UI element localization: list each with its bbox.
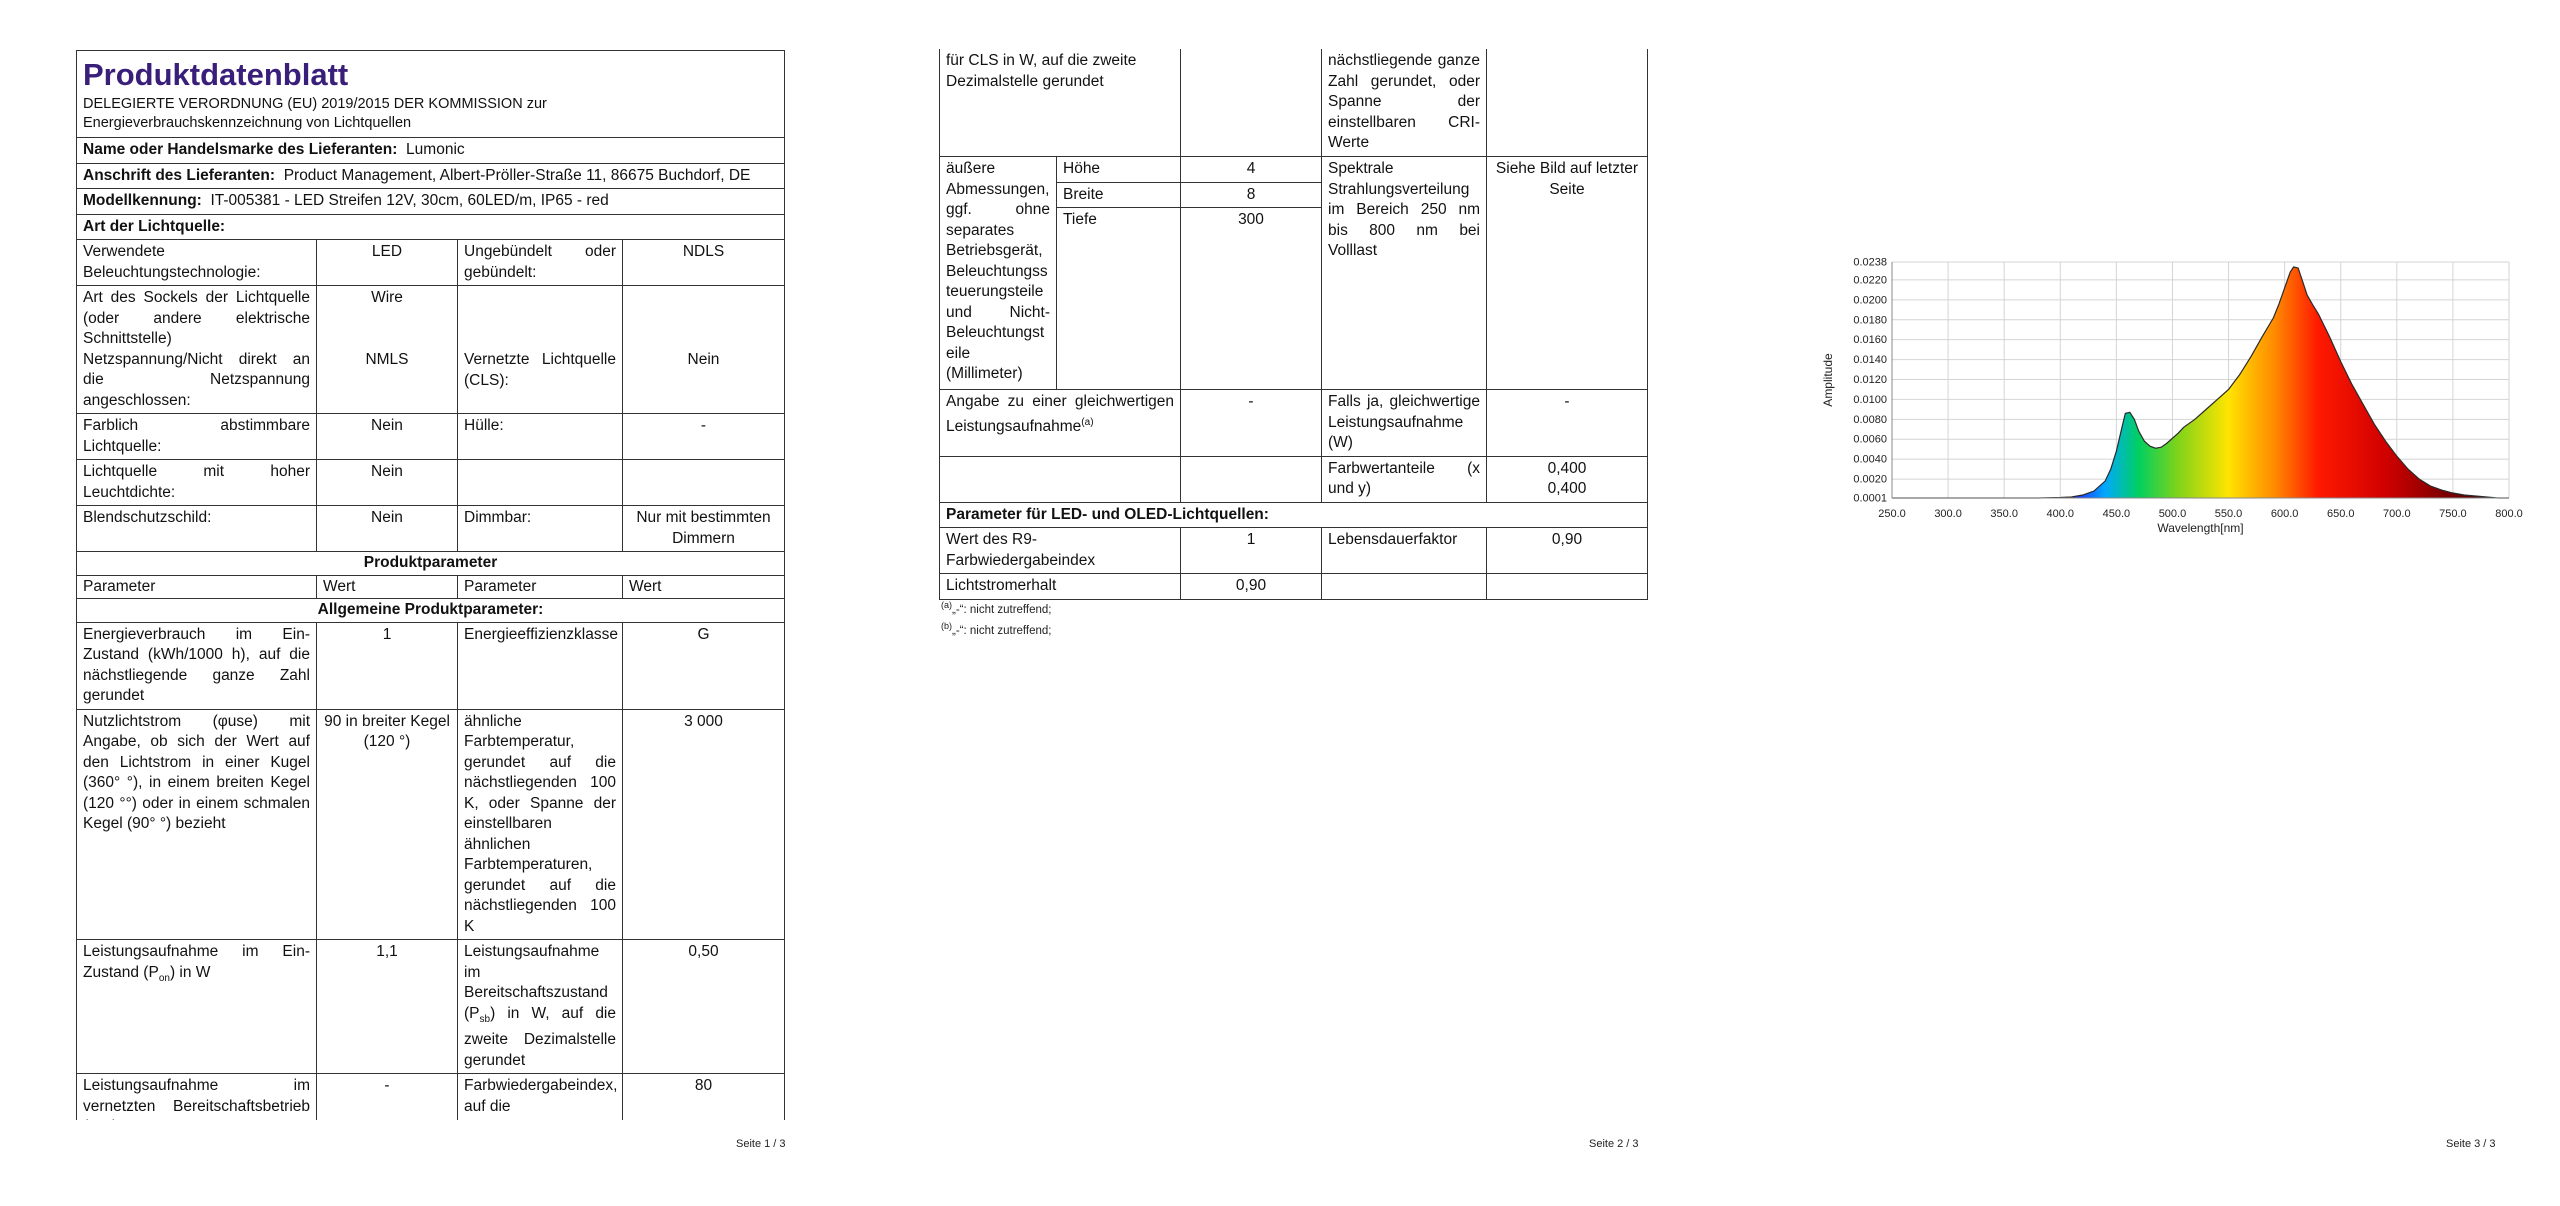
- cls-label: Vernetzte Lichtquelle (CLS):: [464, 351, 616, 389]
- col-header-parameter: Parameter: [77, 575, 317, 599]
- socket-label: Art des Sockels der Lichtquelle (oder andere elektrische Schnittstelle): [83, 289, 310, 347]
- spectral-distribution-value: Siehe Bild auf letzter Seite: [1487, 157, 1648, 390]
- color-temperature-label: ähnliche Farbtemperatur, gerundet auf die nächstliegenden 100 K, oder Spanne der einstellbaren ähnlichen Farbtemperaturen, gerundet auf die nächstliegenden 100 K: [458, 709, 623, 940]
- survival-factor-label: Lebensdauerfaktor: [1322, 528, 1487, 574]
- general-parameters-header: Allgemeine Produktparameter:: [77, 599, 785, 623]
- page-number: Seite 3 / 3: [2446, 1138, 2496, 1150]
- networked-standby-value: -: [317, 1074, 458, 1147]
- chromaticity-label: Farbwertanteile (x und y): [1322, 456, 1487, 502]
- col-header-parameter: Parameter: [458, 575, 623, 599]
- tunable-label: Farblich abstimmbare Lichtquelle:: [77, 414, 317, 460]
- y-tick-label: 0.0200: [1853, 294, 1887, 307]
- datasheet-table-p1: [76, 50, 785, 1147]
- empty-cell: [1487, 49, 1648, 157]
- y-tick-label: 0.0220: [1853, 274, 1887, 287]
- energy-class-label: Energieeffizienzklasse: [458, 622, 623, 709]
- height-label: Höhe: [1057, 157, 1181, 183]
- depth-label: Tiefe: [1057, 208, 1181, 390]
- page-number: Seite 2 / 3: [1589, 1138, 1639, 1150]
- x-tick-label: 300.0: [1934, 508, 1962, 520]
- empty-cell: [940, 456, 1181, 502]
- x-tick-label: 450.0: [2102, 508, 2131, 520]
- empty-cell: [458, 460, 623, 506]
- on-mode-power-value: 1,1: [317, 940, 458, 1074]
- datasheet-table-p2: [939, 48, 1648, 600]
- y-tick-label: 0.0080: [1853, 413, 1887, 426]
- bundled-value: NDLS: [623, 240, 785, 286]
- lumen-maintenance-value: 0,90: [1181, 574, 1322, 600]
- y-tick-label: 0.0040: [1853, 453, 1887, 466]
- x-tick-label: 650.0: [2326, 508, 2355, 520]
- empty-cell: [1322, 574, 1487, 600]
- y-axis-label: Amplitude: [1821, 353, 1835, 407]
- cri-label: Farbwiedergabeindex, auf die: [458, 1074, 623, 1147]
- mains-label: Netzspannung/Nicht direkt an die Netzspannung angeschlossen:: [83, 350, 310, 409]
- y-tick-label: 0.0020: [1853, 473, 1887, 486]
- networked-standby-label: Leistungsaufnahme im vernetzten Bereitschaftsbetrieb: [77, 1074, 317, 1147]
- bundled-label: Ungebündelt oder gebündelt:: [458, 240, 623, 286]
- page-3: [1706, 0, 2560, 1206]
- x-tick-label: 600.0: [2270, 508, 2299, 520]
- y-tick-label: 0.0180: [1853, 314, 1887, 327]
- x-tick-label: 250.0: [1878, 508, 1906, 520]
- envelope-value: -: [623, 414, 785, 460]
- page-title: Produktdatenblatt: [83, 57, 349, 92]
- cri-continued-label: nächstliegende ganze Zahl gerundet, oder Spanne der einstellbaren CRI-Werte: [1322, 49, 1487, 157]
- x-axis-label: Wavelength[nm]: [2157, 521, 2244, 535]
- footnote-a: $^{(a)}$„-“: nicht zutreffend;: [941, 600, 1052, 616]
- x-tick-label: 350.0: [1990, 508, 2018, 520]
- y-tick-label: 0.0001: [1853, 492, 1887, 505]
- page-number: Seite 1 / 3: [736, 1138, 786, 1150]
- dimmable-label: Dimmbar:: [458, 506, 623, 552]
- socket-mains-label: [77, 286, 317, 414]
- empty-cell: [1181, 49, 1322, 157]
- x-tick-label: 400.0: [2046, 508, 2075, 520]
- empty-cell: [623, 460, 785, 506]
- envelope-label: Hülle:: [458, 414, 623, 460]
- y-tick-label: 0.0160: [1853, 334, 1887, 347]
- on-mode-power-label: Leistungsaufnahme im Ein-Zustand $(P_{on})$ in W: [77, 940, 317, 1074]
- glare-shield-value: Nein: [317, 506, 458, 552]
- equivalent-power-value: -: [1181, 390, 1322, 457]
- empty-cell: [1181, 456, 1322, 502]
- page-1: [0, 0, 853, 1206]
- high-luminance-label: Lichtquelle mit hoher Leuchtdichte:: [77, 460, 317, 506]
- depth-value: 300: [1181, 208, 1322, 390]
- chromaticity-values: [1487, 456, 1648, 502]
- led-parameters-header: Parameter für LED- und OLED-Lichtquellen:: [940, 502, 1648, 528]
- r9-label: Wert des R9-Farbwiedergabeindex: [940, 528, 1181, 574]
- lighting-technology-label: Verwendete Beleuchtungstechnologie:: [77, 240, 317, 286]
- cls-power-continued-label: für CLS in W, auf die zweite Dezimalstelle gerundet: [940, 49, 1181, 157]
- if-yes-power-label: Falls ja, gleichwertige Leistungsaufnahme (W): [1322, 390, 1487, 457]
- mains-value: NMLS: [365, 350, 409, 368]
- model-label: Modellkennung:: [83, 192, 202, 209]
- spectral-distribution-chart: [1706, 0, 2560, 600]
- cls-value: Nein: [687, 351, 720, 368]
- x-tick-label: 550.0: [2214, 508, 2243, 520]
- address-label: Anschrift des Lieferanten:: [83, 166, 276, 184]
- x-tick-label: 500.0: [2158, 508, 2187, 520]
- col-header-value: Wert: [317, 575, 458, 599]
- equivalent-power-label: Angabe zu einer gleichwertigen Leistungsaufnahme$^{(a)}$: [940, 390, 1181, 457]
- chromaticity-x: 0,400: [1547, 459, 1587, 477]
- tunable-value: Nein: [317, 414, 458, 460]
- empty-cell: [1487, 574, 1648, 600]
- address-value: Product Management, Albert-Pröller-Straße 11, 86675 Buchdorf, DE: [283, 166, 751, 184]
- x-tick-label: 700.0: [2383, 508, 2411, 520]
- useful-flux-value: 90 in breiter Kegel (120 °): [317, 709, 458, 940]
- color-temperature-value: 3 000: [623, 709, 785, 940]
- height-value: 4: [1181, 157, 1322, 183]
- lumen-maintenance-label: Lichtstromerhalt: [940, 574, 1181, 600]
- y-tick-label: 0.0060: [1853, 433, 1887, 446]
- width-label: Breite: [1057, 182, 1181, 208]
- y-tick-label: 0.0140: [1853, 354, 1887, 367]
- spectral-distribution-label: Spektrale Strahlungsverteilung im Bereich 250 nm bis 800 nm bei Volllast: [1322, 157, 1487, 390]
- energy-class-value: G: [623, 622, 785, 709]
- r9-value: 1: [1181, 528, 1322, 574]
- y-tick-label: 0.0238: [1853, 256, 1887, 269]
- useful-flux-label: Nutzlichtstrom (φuse) mit Angabe, ob sich der Wert auf den Lichtstrom in einer Kugel (360° °), in einem breiten Kegel (120 °°) oder in einem schmalen Kegel (90° °) bezieht: [77, 709, 317, 940]
- socket-value: Wire: [371, 289, 403, 306]
- standby-power-value: 0,50: [623, 940, 785, 1074]
- light-source-type-header: Art der Lichtquelle:: [77, 214, 785, 240]
- cls-cell: [458, 286, 623, 414]
- standby-power-label: Leistungsaufnahme im Bereitschaftszustand $(P_{sb})$ in W, auf die zweite Dezimalstelle gerundet: [458, 940, 623, 1074]
- energy-consumption-label: Energieverbrauch im Ein-Zustand (kWh/1000 h), auf die nächstliegende ganze Zahl gerundet: [77, 622, 317, 709]
- glare-shield-label: Blendschutzschild:: [77, 506, 317, 552]
- col-header-value: Wert: [623, 575, 785, 599]
- cri-value: 80: [623, 1074, 785, 1147]
- if-yes-power-value: -: [1487, 390, 1648, 457]
- width-value: 8: [1181, 182, 1322, 208]
- footnote-b: $^{(b)}$„-“: nicht zutreffend;: [941, 621, 1052, 637]
- model-value: IT-005381 - LED Streifen 12V, 30cm, 60LED/m, IP65 - red: [210, 192, 609, 209]
- lighting-technology-value: LED: [317, 240, 458, 286]
- regulation-text: DELEGIERTE VERORDNUNG (EU) 2019/2015 DER KOMMISSION zur Energieverbrauchskennzeichnung von Lichtquellen: [83, 96, 547, 131]
- dimmable-value: Nur mit bestimmten Dimmern: [623, 506, 785, 552]
- supplier-label: Name oder Handelsmarke des Lieferanten:: [83, 141, 398, 158]
- socket-mains-values: [317, 286, 458, 414]
- product-parameters-header: Produktparameter: [77, 552, 785, 576]
- y-tick-label: 0.0100: [1853, 393, 1887, 406]
- chromaticity-y: 0,400: [1547, 480, 1587, 497]
- cls-value-cell: [623, 286, 785, 414]
- x-tick-label: 750.0: [2439, 508, 2467, 520]
- x-tick-label: 800.0: [2495, 508, 2523, 520]
- energy-consumption-value: 1: [317, 622, 458, 709]
- survival-factor-value: 0,90: [1487, 528, 1648, 574]
- dimensions-label: äußere Abmessungen, ggf. ohne separates Betriebsgerät, Beleuchtungssteuerungsteile und Nicht-Beleuchtungsteile (Millimeter): [940, 157, 1057, 390]
- y-tick-label: 0.0120: [1853, 374, 1887, 387]
- high-luminance-value: Nein: [317, 460, 458, 506]
- supplier-value: Lumonic: [406, 141, 465, 158]
- page-2: [853, 0, 1706, 1206]
